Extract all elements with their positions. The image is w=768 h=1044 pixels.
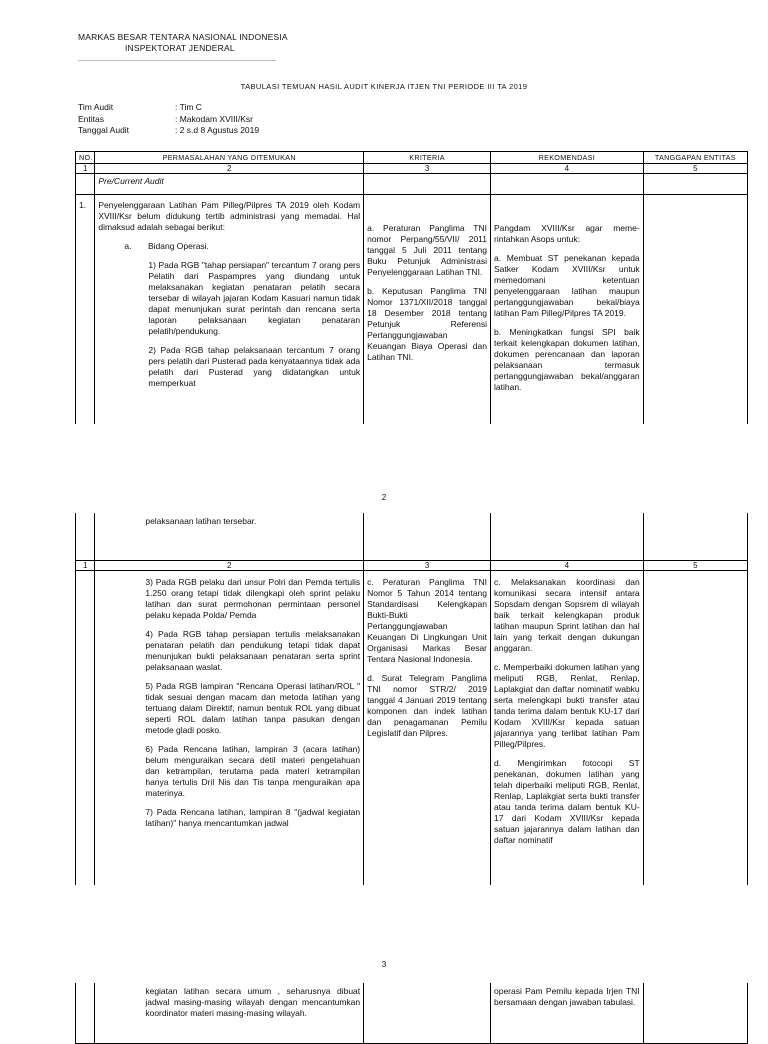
findings-table-page-3 — [75, 983, 748, 1044]
finding-carry: kegiatan latihan secara umum , seharusnya dibuat jadwal masing-masing wilayah dengan mencantumkan koordinator materi masing-masing wilayah. — [95, 983, 364, 1044]
sub-label: a. — [124, 241, 132, 251]
table-row — [76, 513, 748, 561]
blank-cell — [491, 513, 644, 561]
page-number: 3 — [381, 960, 387, 969]
meta-value: : Makodam XVIII/Ksr — [175, 113, 253, 124]
recommendation-item: c. Memperbaiki dokumen latihan yang meliputi RGB, Renlat, Renlap, Laplakgiat dan daftar nominatif wabku serta melengkapi bukti transfer atau tanda terima dalam bentuk KU-17 dari Kodam XVIII/Ksr kepada satuan jajarannya yang terlibat latihan Pam Pilleg/Pilpres. — [494, 662, 640, 749]
section-label: Pre/Current Audit — [98, 176, 164, 186]
column-number-row — [76, 561, 748, 571]
meta-value: : Tim C — [175, 102, 202, 112]
meta-label: Entitas — [78, 113, 104, 124]
recommendation-item: b. Meningkatkan fungsi SPI baik terkait kelengkapan dokumen latihan, dokumen perencanaan dan laporan pelaksanaan termasuk pertanggungjawaban bekal/anggaran latihan. — [494, 327, 640, 392]
findings-cell — [95, 195, 364, 425]
col-number: 1 — [76, 164, 95, 174]
finding-intro: Penyelenggaraan Latihan Pam Pilleg/Pilpres TA 2019 oleh Kodam XVIII/Ksr belum didukung tertib administrasi yang memadai. Hal dimaksud adalah sebagai berikut: — [98, 200, 361, 232]
section-row — [76, 174, 748, 195]
meta-row-date — [78, 125, 259, 137]
org-line-2: INSPEKTORAT JENDERAL — [125, 43, 235, 53]
criteria-item: d. Surat Telegram Panglima TNI nomor STR/2/ 2019 tanggal 4 Januari 2019 tentang komponen dan indek latihan dan penagamanan Pemilu Legislatif dan Pilpres. — [367, 673, 487, 738]
blank-cell — [643, 513, 747, 561]
finding-item: 4) Pada RGB tahap persiapan tertulis melaksanakan penataran pelatih dan pendukung tetapi tidak dapat menunjukan bukti pelaksanaan penataran serta sprint pelaksanaan waslat. — [145, 629, 361, 672]
document-header — [78, 32, 288, 61]
blank-cell — [364, 513, 491, 561]
recommendation-carry: operasi Pam Pemilu kepada Irjen TNI bersamaan dengan jawaban tabulasi. — [491, 983, 644, 1044]
header-response: TANGGAPAN ENTITAS — [643, 152, 747, 164]
blank-cell — [364, 174, 491, 195]
header-recommendation: REKOMENDASI — [491, 152, 644, 164]
sub-text: Bidang Operasi. — [147, 241, 209, 251]
column-number-row — [76, 164, 748, 174]
finding-item: 3) Pada RGB pelaku dari unsur Polri dan Pemda tertulis 1.250 orang tetapi tidak dilengkapi oleh sprint pelaku latihan dan surat permohonan permintaan personel pelaku kepada Polda/ Pemda — [145, 577, 361, 620]
table-row — [76, 571, 748, 886]
header-criteria: KRITERIA — [364, 152, 491, 164]
finding-carry: pelaksanaan latihan tersebar. — [95, 513, 364, 561]
meta-row-team — [78, 102, 259, 114]
response-cell — [643, 571, 747, 886]
recommendation-item: c. Melaksanakan koordinasi dan komunikasi secara intensif antara Sopsdam dengan Sopsrem di wilayah baik terkait kelengkapan produk latihan maupun Sprint latihan dan hal lain yang terkait dengan dukungan anggaran. — [494, 577, 640, 653]
col-number: 5 — [643, 164, 747, 174]
col-number: 1 — [76, 561, 95, 571]
blank-cell — [643, 174, 747, 195]
meta-row-entity — [78, 114, 259, 126]
findings-table-page-2 — [75, 513, 748, 885]
blank-cell — [76, 513, 95, 561]
finding-sub-a — [98, 241, 360, 252]
recommendation-item: a. Membuat ST penekanan kepada Satker Kodam XVIII/Ksr untuk memedomani ketentuan penyelenggaraan latihan maupun pertanggungjawaban bekal/biaya latihan Pam Pilleg/Pilpres TA 2019. — [494, 253, 640, 318]
audit-meta — [78, 102, 259, 137]
col-number: 3 — [364, 561, 491, 571]
finding-item: 2) Pada RGB tahap pelaksanaan tercantum 7 orang pers pelatih dari Pusterad pada kenyataannya tidak ada pelatih dari Pusterad yang didatangkan untuk memperkuat — [148, 345, 361, 388]
blank-cell — [364, 983, 491, 1044]
col-number: 2 — [95, 561, 364, 571]
col-number: 4 — [491, 561, 644, 571]
blank-cell — [76, 571, 95, 886]
document-title: TABULASI TEMUAN HASIL AUDIT KINERJA ITJEN TNI PERIODE III TA 2019 — [240, 82, 528, 91]
recommendation-item: d. Mengirimkan fotocopi ST penekanan, dokumen latihan yang telah diperbaiki meliputi RGB, Renlat, Renlap, Laplakgiat serta bukti transfer atau tanda terima dalam bentuk KU-17 dari Kodam XVIII/Ksr kepada satuan jajarannya dalam latihan dan daftar nominatif — [494, 758, 640, 845]
finding-item: 6) Pada Rencana latihan, lampiran 3 (acara latihan) belum menguraikan secara detil materi pengetahuan dan ketrampilan, terutama pada materi ketrampilan hanya tertulis Dril Nis dan Tis tanpa menguraikan apa materinya. — [145, 744, 361, 798]
blank-cell — [491, 174, 644, 195]
page-number: 2 — [381, 493, 387, 502]
table-header-row — [76, 152, 748, 164]
response-cell — [643, 195, 747, 425]
col-number: 4 — [491, 164, 644, 174]
meta-value: : 2 s.d 8 Agustus 2019 — [175, 125, 260, 135]
header-findings: PERMASALAHAN YANG DITEMUKAN — [95, 152, 364, 164]
meta-label: Tim Audit — [78, 102, 114, 112]
criteria-item: a. Peraturan Panglima TNI nomor Perpang/55/VII/ 2011 tanggal 5 Juli 2011 tentang Buku Petunjuk Administrasi Penyelenggaraan Latihan TNI. — [367, 223, 487, 277]
criteria-cell — [364, 571, 491, 886]
finding-item: 7) Pada Rencana latihan, lampiran 8 "(jadwal kegiatan latihan)" hanya mencantumkan jadwal — [145, 807, 361, 828]
table-row — [76, 195, 748, 425]
header-rule — [78, 60, 276, 61]
col-number: 5 — [643, 561, 747, 571]
finding-item: 5) Pada RGB lampiran "Rencana Operasi latihan/ROL " tidak sesuai dengan macam dan metoda latihan yang tertuang dalam Direktif, namun bentuk ROL yang dibuat seperti ROL dalam latihan tanpa pasukan dengan metode gladi posko. — [145, 681, 361, 735]
recommendation-cell — [491, 195, 644, 425]
criteria-cell — [364, 195, 491, 425]
finding-item: 1) Pada RGB "tahap persiapan" tercantum 7 orang pers Pelatih dari Paspampres yang diundang untuk melaksanakan kegiatan penataran pelatih secara tersebar di wilayah jajaran Kodam Kasuari namun tidak dapat menunjukan surat perintah dan rencana serta laporan pelaksanaan kegiatan penataran pelatih/pendukung. — [148, 260, 361, 336]
findings-table-page-1 — [75, 151, 748, 424]
table-row — [76, 983, 748, 1044]
criteria-item: b. Keputusan Panglima TNI Nomor 1371/XII/2018 tanggal 18 Desember 2018 tentang Petunjuk Referensi Pertanggungjawaban Keuangan Biaya Operasi dan Latihan TNI. — [367, 286, 487, 362]
blank-cell — [643, 983, 747, 1044]
recommendation-cell — [491, 571, 644, 886]
section-cell — [95, 174, 364, 195]
blank-cell — [76, 174, 95, 195]
criteria-item: c. Peraturan Panglima TNI Nomor 5 Tahun 2014 tentang Standardisasi Kelengkapan Bukti-Bukti Pertanggungjawaban Keuangan Di Lingkungan Unit Organisasi Markas Besar Tentara Nasional Indonesia. — [367, 577, 487, 664]
findings-cell — [95, 571, 364, 886]
col-number: 3 — [364, 164, 491, 174]
blank-cell — [76, 983, 95, 1044]
row-number: 1. — [76, 195, 95, 425]
org-line-1: MARKAS BESAR TENTARA NASIONAL INDONESIA — [78, 32, 288, 42]
recommendation-intro: Pangdam XVIII/Ksr agar meme-rintahkan Asops untuk: — [494, 223, 640, 244]
col-number: 2 — [95, 164, 364, 174]
meta-label: Tanggal Audit — [78, 125, 130, 135]
header-no: NO. — [76, 152, 95, 164]
